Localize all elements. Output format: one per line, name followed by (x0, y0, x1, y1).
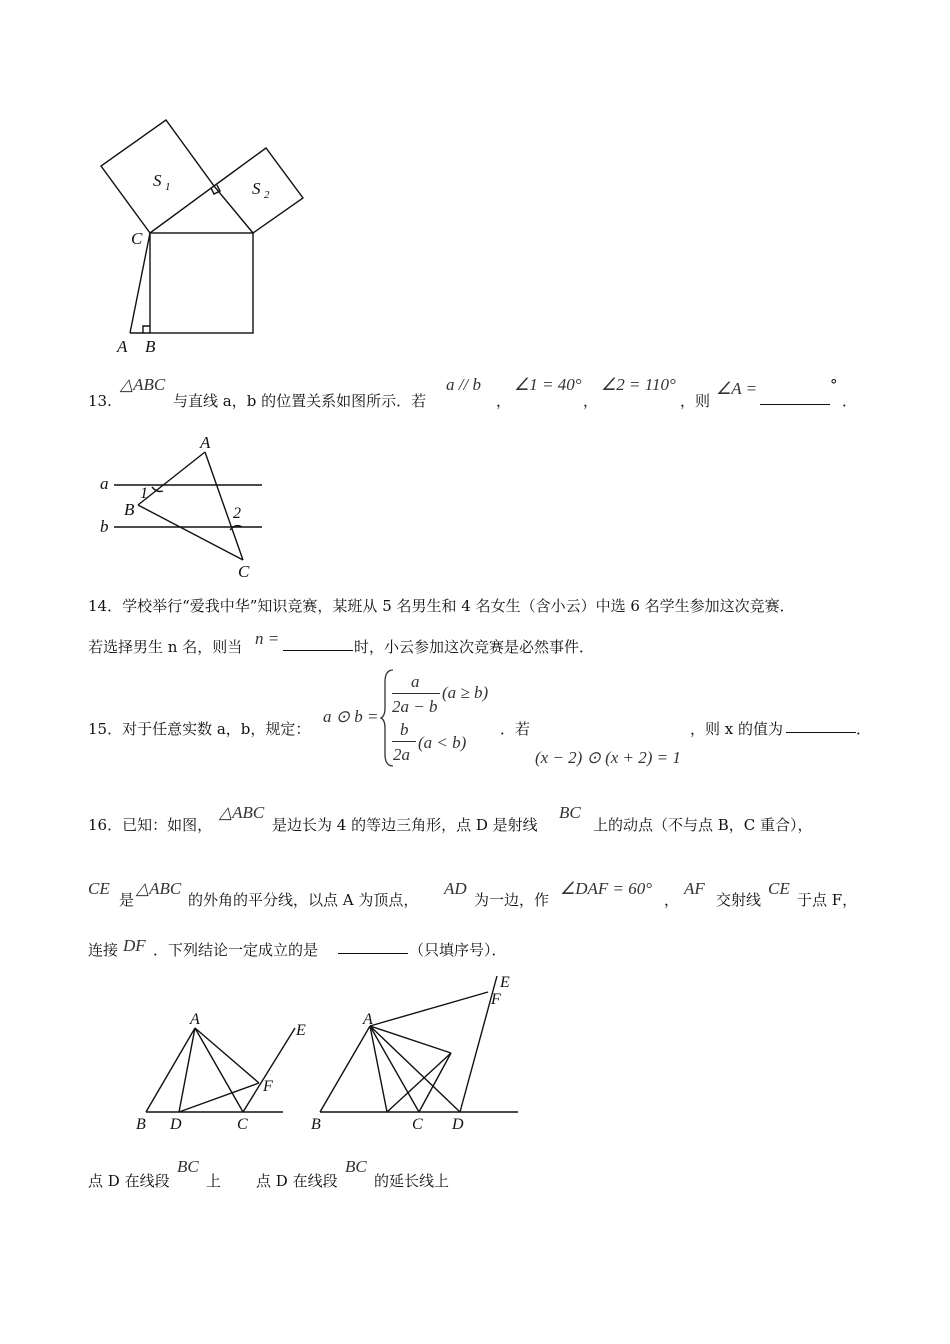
fig13-label-a: A (200, 433, 211, 452)
fig2-label-e: E (500, 974, 510, 991)
q16-b5: 交射线 (716, 891, 762, 909)
label-a: A (117, 337, 128, 356)
q15-equation: (x − 2) ⊙ (x + 2) = 1 (535, 748, 681, 767)
q16-angle: ∠DAF = 60° (560, 879, 653, 898)
q15-case1-num: a (411, 672, 420, 691)
fig1-label-c: C (237, 1116, 248, 1133)
q16-triangle: △ABC (219, 803, 265, 822)
fig2-label-f: F (491, 991, 501, 1008)
q16-a3: 上的动点（不与点 B，C 重合）， (593, 816, 813, 834)
q13-cond-angle2: ∠2 = 110° (601, 375, 676, 394)
label-s1-sub: 1 (165, 181, 171, 193)
caption-2b: 的延长线上 (374, 1172, 450, 1190)
q13-end: ． (842, 392, 858, 410)
fig2-df (387, 1053, 451, 1112)
q15-case2-num: b (400, 720, 409, 739)
fig2-a-mid (370, 1026, 451, 1053)
fig2-af (370, 992, 488, 1026)
q13-triangle: △ABC (120, 375, 166, 394)
q16-c1: 连接 (88, 941, 119, 959)
q15-lhs: a ⊙ b = (323, 707, 379, 726)
label-s2: S (252, 179, 261, 198)
fig13-label-c: C (238, 562, 250, 581)
fig2-ac (370, 1026, 419, 1112)
q13-text1: 与直线 a，b 的位置关系如图所示．若 (173, 392, 427, 410)
fig1-label-b: B (136, 1116, 146, 1133)
q13-ask: ∠A = (716, 379, 758, 398)
q16-b2: 的外角的平分线，以点 A 为顶点， (188, 891, 419, 909)
caption-2a: 点 D 在线段 (256, 1172, 338, 1190)
fig2-label-b: B (311, 1116, 321, 1133)
fig2-label-c: C (412, 1116, 423, 1133)
q16-c2: ．下列结论一定成立的是 (153, 941, 319, 959)
fig13-angle-1: 1 (140, 485, 148, 502)
fig1-label-a: A (190, 1011, 200, 1028)
label-b: B (145, 337, 156, 356)
q16-bc: BC (559, 803, 581, 822)
fig1-label-e: E (296, 1022, 306, 1039)
q13-sep1: ， (496, 392, 512, 410)
fig13-label-b: B (124, 500, 135, 519)
q16-ce-1: CE (88, 879, 110, 898)
q13-degree: ° (830, 376, 838, 394)
q16-a2: 是边长为 4 的等边三角形，点 D 是射线 (272, 816, 538, 834)
q13-sep2: ， (583, 392, 599, 410)
q14-line2b: 时，小云参加这次竞赛是必然事件． (354, 638, 595, 656)
q15-case2-den: 2a (393, 745, 410, 764)
q16-b1: 是 (119, 891, 135, 909)
fig1-label-f: F (263, 1078, 273, 1095)
fig2-cf (419, 1053, 451, 1112)
q15-number-text: 15．对于任意实数 a，b，规定： (88, 720, 311, 738)
fig2-label-a: A (363, 1011, 373, 1028)
q16-a1: 16．已知：如图， (88, 816, 213, 834)
fig1-label-d: D (170, 1116, 182, 1133)
q14-line2a: 若选择男生 n 名，则当 (88, 638, 243, 656)
q16-af: AF (684, 879, 705, 898)
q15-end: ． (856, 720, 872, 738)
caption-1b: 上 (206, 1172, 222, 1190)
q16-b3: 为一边，作 (474, 891, 550, 909)
q15-case1-cond: (a ≥ b) (442, 683, 489, 702)
caption-1a: 点 D 在线段 (88, 1172, 170, 1190)
caption-2-bc: BC (345, 1157, 367, 1176)
label-c: C (131, 229, 143, 248)
fig2-label-d: D (452, 1116, 464, 1133)
fig2-ab (320, 1026, 370, 1112)
caption-1-bc: BC (177, 1157, 199, 1176)
fig13-angle-2: 2 (233, 505, 241, 522)
q16-b6: 于点 F， (797, 891, 858, 909)
q15-case1-den: 2a − b (392, 697, 438, 716)
q14-n-eq: n = (255, 629, 280, 648)
q15-tail: ，则 x 的值为 (690, 720, 783, 738)
q15-ruo: ．若 (500, 720, 531, 738)
q15-case2-cond: (a < b) (418, 733, 467, 752)
label-s1: S (153, 171, 162, 190)
q16-c3: （只填序号）． (409, 941, 507, 959)
q13-number: 13. (88, 392, 112, 410)
q16-triangle-2: △ABC (136, 879, 182, 898)
q13-text2: ，则 (680, 392, 711, 410)
q16-ad: AD (444, 879, 467, 898)
fig13-line-b: b (100, 517, 109, 536)
fig13-line-a: a (100, 474, 109, 493)
fig2-ad (370, 1026, 460, 1112)
q13-cond-angle1: ∠1 = 40° (514, 375, 582, 394)
q13-cond-parallel: a // b (446, 375, 481, 394)
q16-b4: ， (664, 891, 680, 909)
label-s2-sub: 2 (264, 189, 270, 201)
q16-ce-2: CE (768, 879, 790, 898)
q16-df: DF (123, 936, 146, 955)
q14-line1: 14．学校举行“爱我中华”知识竞赛，某班从 5 名男生和 4 名女生（含小云）中选 6 名学生参加这次竞赛． (88, 597, 795, 615)
